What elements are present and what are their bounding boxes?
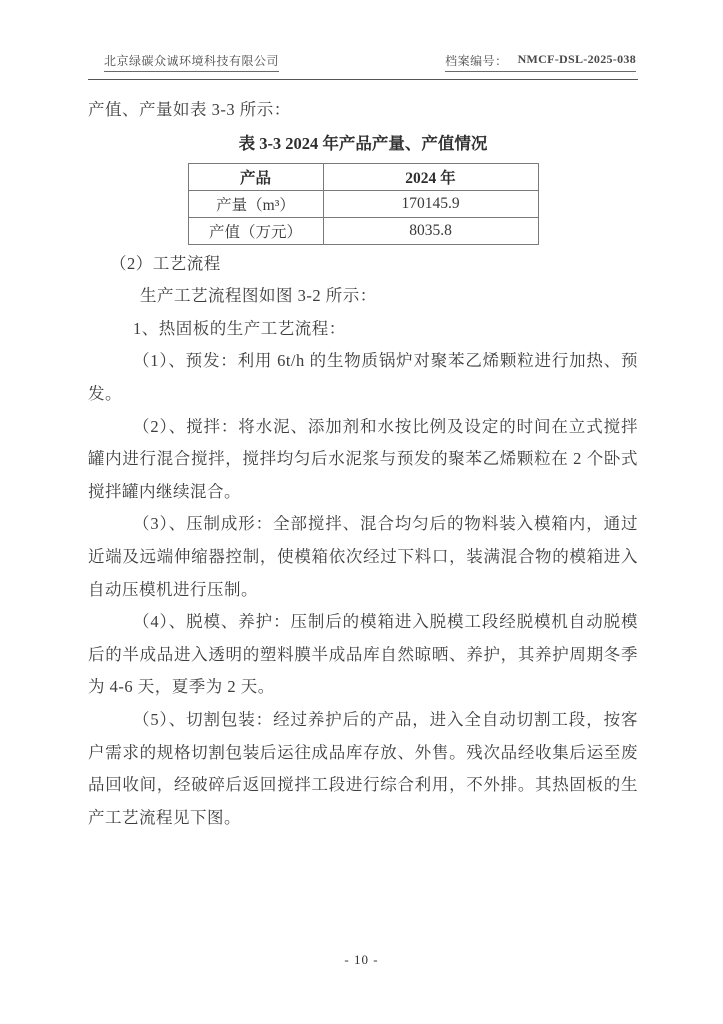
row-label-cell: 产值（万元） xyxy=(188,217,323,244)
table-row xyxy=(188,217,538,244)
process-steps xyxy=(88,345,638,834)
row-value-cell: 170145.9 xyxy=(323,190,538,217)
product-output-table xyxy=(188,163,539,245)
process-step-paragraph: （3）、压制成形：全部搅拌、混合均匀后的物料装入模箱内，通过近端及远端伸缩器控制，使模箱依次经过下料口，装满混合物的模箱进入自动压模机进行压制。 xyxy=(88,514,638,599)
process-step-paragraph: （4）、脱模、养护：压制后的模箱进入脱模工段经脱模机自动脱模后的半成品进入透明的塑料膜半成品库自然晾晒、养护，其养护周期冬季为 4-6 天，夏季为 2 天。 xyxy=(88,612,638,697)
archive-number-label: 档案编号： xyxy=(445,54,508,68)
company-name: 北京绿碳众诚环境科技有限公司 xyxy=(104,52,279,72)
process-step-paragraph: （5）、切割包装：经过养护后的产品，进入全自动切割工段，按客户需求的规格切割包装后运往成品库存放、外售。残次品经收集后运至废品回收间，经破碎后返回搅拌工段进行综合利用，不外排。其热固板的生产工艺流程见下图。 xyxy=(88,709,638,827)
process-step-paragraph: （2）、搅拌：将水泥、添加剂和水按比例及设定的时间在立式搅拌罐内进行混合搅拌，搅拌均匀后水泥浆与预发的聚苯乙烯颗粒在 2 个卧式搅拌罐内继续混合。 xyxy=(88,416,638,501)
archive-number-block xyxy=(445,52,636,72)
page-number: - 10 - xyxy=(344,952,379,967)
section-heading: （2）工艺流程 xyxy=(110,253,221,273)
table-header-row xyxy=(188,163,538,190)
row-value-cell: 8035.8 xyxy=(323,217,538,244)
archive-number-value: NMCF-DSL-2025-038 xyxy=(517,52,636,66)
column-header-year: 2024 年 xyxy=(323,163,538,190)
product-table-body xyxy=(188,190,538,244)
row-label-cell: 产量（m³） xyxy=(188,190,323,217)
list-heading: 1、热固板的生产工艺流程： xyxy=(133,318,346,338)
page-header xyxy=(88,52,638,80)
figure-reference-line: 生产工艺流程图如图 3-2 所示： xyxy=(140,286,377,306)
intro-line: 产值、产量如表 3-3 所示： xyxy=(88,100,291,119)
column-header-product: 产品 xyxy=(188,163,323,190)
table-row xyxy=(188,190,538,217)
process-step-paragraph: （1）、预发：利用 6t/h 的生物质锅炉对聚苯乙烯颗粒进行加热、预发。 xyxy=(88,351,638,403)
table-title: 表 3-3 2024 年产品产量、产值情况 xyxy=(238,133,488,153)
